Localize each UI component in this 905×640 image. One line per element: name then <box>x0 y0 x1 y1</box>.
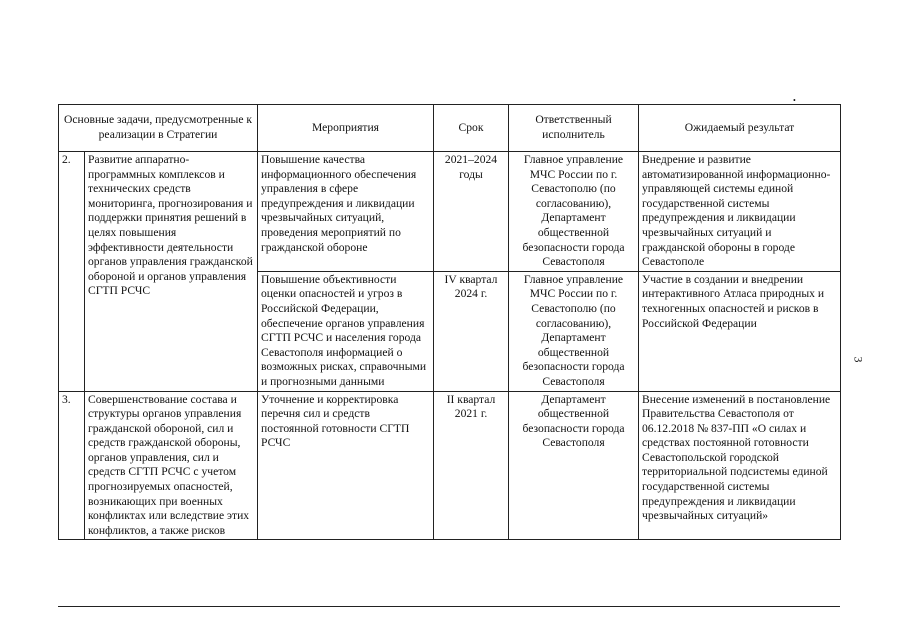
header-measures: Мероприятия <box>258 105 434 152</box>
measure-cell: Повышение объективности оценки опасностей и угроз в Российской Федерации, обеспечение органов управления СГТП РСЧС и населения города Севастополя информацией о возможных рисках, справочными и прогнозными данными <box>258 271 434 391</box>
table-row <box>59 152 841 272</box>
row-number: 3. <box>59 391 85 540</box>
measure-cell: Повышение качества информационного обеспечения управления в сфере предупреждения и ликвидации чрезвычайных ситуаций, проведения мероприятий по гражданской обороне <box>258 152 434 272</box>
task-cell: Совершенствование состава и структуры органов управления гражданской обороной, сил и средств гражданской обороны, органов управления, сил и средств СГТП РСЧС с учетом прогнозируемых опасностей, возникающих при военных конфликтах или вследствие этих конфликтов, а также рисков <box>85 391 258 540</box>
executor-cell: Главное управление МЧС России по г. Севастополю (по согласованию), Департамент общественной безопасности города Севастополя <box>509 271 639 391</box>
page-bottom-edge <box>58 606 840 607</box>
measure-cell: Уточнение и корректировка перечня сил и средств постоянной готовности СГТП РСЧС <box>258 391 434 540</box>
stray-mark: • <box>793 96 796 105</box>
executor-cell: Департамент общественной безопасности города Севастополя <box>509 391 639 540</box>
result-cell: Внедрение и развитие автоматизированной информационно-управляющей системы единой государственной системы предупреждения и ликвидации чрезвычайных ситуаций и гражданской обороны в городе Севастополе <box>639 152 841 272</box>
executor-cell: Главное управление МЧС России по г. Севастополю (по согласованию), Департамент общественной безопасности города Севастополя <box>509 152 639 272</box>
table-header-row <box>59 105 841 152</box>
header-tasks: Основные задачи, предусмотренные к реализации в Стратегии <box>59 105 258 152</box>
row-number: 2. <box>59 152 85 392</box>
term-cell: IV квартал 2024 г. <box>434 271 509 391</box>
strategy-measures-table <box>58 104 841 540</box>
table-row <box>59 391 841 540</box>
result-cell: Участие в создании и внедрении интерактивного Атласа природных и техногенных опасностей и рисков в Российской Федерации <box>639 271 841 391</box>
header-term: Срок <box>434 105 509 152</box>
task-cell: Развитие аппаратно-программных комплексов и технических средств мониторинга, прогнозирования и поддержки принятия решений в целях повышения эффективности деятельности органов управления гражданской обороной и органов управления СГТП РСЧС <box>85 152 258 392</box>
result-cell: Внесение изменений в постановление Правительства Севастополя от 06.12.2018 № 837-ПП «О силах и средствах постоянной готовности Севастопольской городской территориальной подсистемы единой государственной системы предупреждения и ликвидации чрезвычайных ситуаций» <box>639 391 841 540</box>
term-cell: II квартал 2021 г. <box>434 391 509 540</box>
term-cell: 2021–2024 годы <box>434 152 509 272</box>
page-number: 3 <box>851 356 866 363</box>
header-executor: Ответственный исполнитель <box>509 105 639 152</box>
header-result: Ожидаемый результат <box>639 105 841 152</box>
